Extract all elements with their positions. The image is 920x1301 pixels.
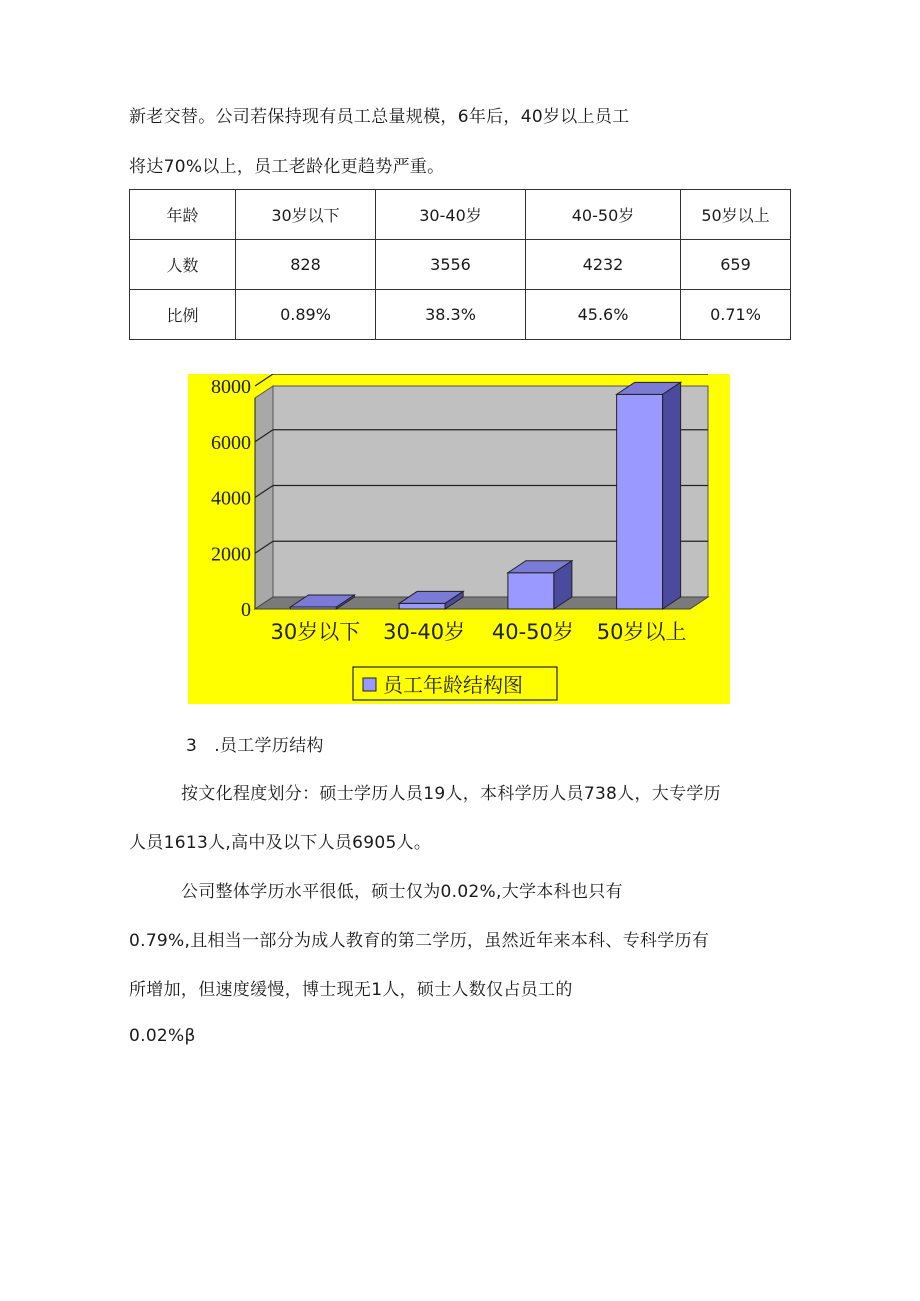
table-cell: 828 xyxy=(236,240,376,290)
table-cell: 年龄 xyxy=(130,190,236,240)
table-row xyxy=(130,290,791,340)
table-row xyxy=(130,240,791,290)
age-table xyxy=(129,189,791,340)
table-cell: 50岁以上 xyxy=(681,190,791,240)
age-structure-chart xyxy=(188,374,730,704)
paragraph-line: 人员1613人,高中及以下人员6905人。 xyxy=(129,833,432,853)
bar-front xyxy=(508,573,554,609)
y-tick-label: 8000 xyxy=(211,376,251,398)
table-cell: 比例 xyxy=(130,290,236,340)
legend-swatch xyxy=(363,678,376,691)
x-tick-label: 30岁以下 xyxy=(270,620,361,644)
legend-label: 员工年龄结构图 xyxy=(383,673,523,697)
table-cell: 0.89% xyxy=(236,290,376,340)
paragraph-line: 公司整体学历水平很低，硕士仅为0.02%,大学本科也只有 xyxy=(181,882,623,902)
paragraph-line: 按文化程度划分：硕士学历人员19人，本科学历人员738人，大专学历 xyxy=(181,784,721,804)
table-cell: 30-40岁 xyxy=(376,190,526,240)
table-cell: 45.6% xyxy=(526,290,681,340)
table-header-row xyxy=(130,190,791,240)
y-tick-label: 4000 xyxy=(211,487,251,510)
bar-side xyxy=(663,382,681,609)
paragraph-line: 新老交替。公司若保持现有员工总量规模，6年后，40岁以上员工 xyxy=(129,107,630,127)
paragraph-line: 将达70%以上，员工老龄化更趋势严重。 xyxy=(129,157,445,177)
y-tick-label: 6000 xyxy=(211,431,251,454)
table-cell: 4232 xyxy=(526,240,681,290)
y-tick-label: 2000 xyxy=(211,543,251,566)
table-cell: 人数 xyxy=(130,240,236,290)
table-cell: 40-50岁 xyxy=(526,190,681,240)
table-cell: 38.3% xyxy=(376,290,526,340)
chart-svg xyxy=(188,374,730,704)
paragraph-line: 0.79%,且相当一部分为成人教育的第二学历，虽然近年来本科、专科学历有 xyxy=(129,931,710,951)
bar-front xyxy=(617,394,663,609)
table-cell: 0.71% xyxy=(681,290,791,340)
bar-front xyxy=(399,603,445,609)
table-cell: 659 xyxy=(681,240,791,290)
x-tick-label: 40-50岁 xyxy=(491,620,574,644)
x-tick-label: 50岁以上 xyxy=(596,620,687,644)
section-heading: 3 .员工学历结构 xyxy=(186,736,324,756)
x-tick-label: 30-40岁 xyxy=(383,620,466,644)
paragraph-line: 0.02%β xyxy=(129,1026,196,1046)
side-wall xyxy=(255,386,273,609)
y-tick-label: 0 xyxy=(241,599,251,621)
table-cell: 30岁以下 xyxy=(236,190,376,240)
table-cell: 3556 xyxy=(376,240,526,290)
paragraph-line: 所增加，但速度缓慢，博士现无1人，硕士人数仅占员工的 xyxy=(129,980,573,1000)
